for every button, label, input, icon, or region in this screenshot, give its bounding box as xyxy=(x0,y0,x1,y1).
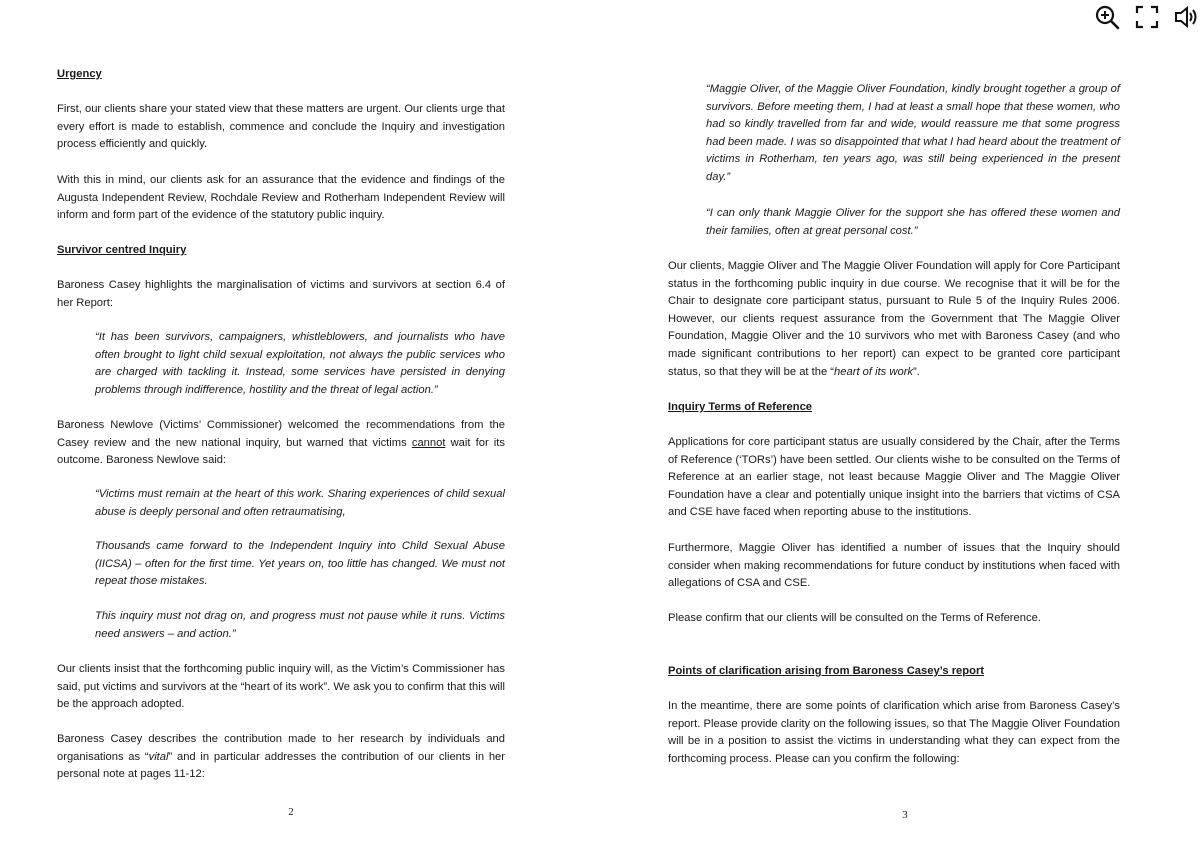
newlove-quote-3: This inquiry must not drag on, and progress must not pause while it runs. Victims need answers – and action.” xyxy=(95,610,505,640)
core-participant-paragraph xyxy=(668,258,1120,381)
newlove-quote-2: Thousands came forward to the Independent Inquiry into Child Sexual Abuse (IICSA) – often for the first time. Yet years on, too little has changed. We must not repeat those mistakes. xyxy=(95,540,505,588)
contribution-paragraph xyxy=(57,731,505,784)
insist-paragraph: Our clients insist that the forthcoming public inquiry will, as the Victim’s Commissioner has said, put victims and survivors at the “heart of its work”. We ask you to confirm that this will be the approach adopted. xyxy=(57,663,505,711)
contribution-text-end: ” and in particular addresses the contribution of our clients in her personal note at pages 11-12: xyxy=(57,750,505,781)
document-page-3 xyxy=(600,0,1200,858)
casey-quote: “It has been survivors, campaigners, whistleblowers, and journalists who have often brought to light child sexual exploitation, not always the public services who are charged with tackling it. Instead, some services have persisted in denying problems through indifference, hostility and the threat of legal action.” xyxy=(95,331,505,396)
newlove-text-underlined: cannot xyxy=(411,436,446,449)
urgency-paragraph-2: With this in mind, our clients ask for an assurance that the evidence and findings of the Augusta Independent Review, Rochdale Review and Rotherham Independent Review will inform and form part of the evidence of the statutory public inquiry. xyxy=(57,174,505,222)
tor-heading: Inquiry Terms of Reference xyxy=(668,401,813,413)
survivor-heading: Survivor centred Inquiry xyxy=(57,244,187,256)
newlove-text-end: wait for its outcome. Baroness Newlove said: xyxy=(57,436,505,467)
core-text-italic: heart of its work xyxy=(834,365,914,378)
core-text-start: Our clients, Maggie Oliver and The Maggie Oliver Foundation will apply for Core Participant status in the forthcoming public inquiry in due course. We recognise that it will be for the Chair to designate core participant status, pursuant to Rule 5 of the Inquiry Rules 2006. However, our clients request assurance from the Government that The Maggie Oliver Foundation, Maggie Oliver and the 10 survivors who met with Baroness Casey (and who made significant contributions to her report) can expect to be granted core participant status, so that they will be at the “ xyxy=(668,260,1120,378)
contribution-text-italic: vital xyxy=(148,750,169,763)
newlove-paragraph xyxy=(57,417,505,470)
newlove-text-start: Baroness Newlove (Victims’ Commissioner) welcomed the recommendations from the Casey review and the new national inquiry, but warned that victims xyxy=(57,419,505,449)
page-number: 3 xyxy=(902,809,908,821)
urgency-paragraph-1: First, our clients share your stated view that these matters are urgent. Our clients urge that every effort is made to establish, commence and conclude the Inquiry and investigation process efficiently and quickly. xyxy=(57,103,505,151)
core-text-end: ”. xyxy=(913,365,920,378)
contribution-text-start: Baroness Casey describes the contribution made to her research by individuals and organisations as “ xyxy=(57,733,505,763)
points-heading: Points of clarification arising from Baroness Casey’s report xyxy=(668,665,985,677)
newlove-quote-1: “Victims must remain at the heart of this work. Sharing experiences of child sexual abuse is deeply personal and often retraumatising, xyxy=(95,488,505,518)
tor-paragraph-3: Please confirm that our clients will be consulted on the Terms of Reference. xyxy=(668,612,1041,624)
oliver-quote-1: “Maggie Oliver, of the Maggie Oliver Foundation, kindly brought together a group of survivors. Before meeting them, I had at least a small hope that these women, who had so kindly travelled from far and wide, would reassure me that some progress had been made. I was so disappointed that what I had heard about the treatment of victims in Rotherham, ten years ago, was still being experienced in the present day.” xyxy=(706,83,1120,183)
survivor-paragraph: Baroness Casey highlights the marginalisation of victims and survivors at section 6.4 of her Report: xyxy=(57,279,505,309)
page-number: 2 xyxy=(288,806,294,818)
document-page-2 xyxy=(0,0,590,858)
tor-paragraph-1: Applications for core participant status are usually considered by the Chair, after the Terms of Reference (‘TORs’) have been settled. Our clients wishe to be consulted on the Terms of Reference at an earlier stage, not least because Maggie Oliver and The Maggie Oliver Foundation have a clear and potentially unique insight into the barriers that victims of CSA and CSE have faced when reporting abuse to the institutions. xyxy=(668,436,1120,519)
oliver-quote-2: “I can only thank Maggie Oliver for the support she has offered these women and their families, often at great personal cost.” xyxy=(706,207,1120,237)
points-paragraph: In the meantime, there are some points of clarification which arise from Baroness Casey’s report. Please provide clarity on the following issues, so that The Maggie Oliver Foundation will be in a position to assist the victims in understanding what they can expect from the forthcoming process. Please can you confirm the following: xyxy=(668,700,1120,765)
tor-paragraph-2: Furthermore, Maggie Oliver has identified a number of issues that the Inquiry should consider when making recommendations for future conduct by institutions when faced with allegations of CSA and CSE. xyxy=(668,542,1120,590)
urgency-heading: Urgency xyxy=(57,68,102,80)
